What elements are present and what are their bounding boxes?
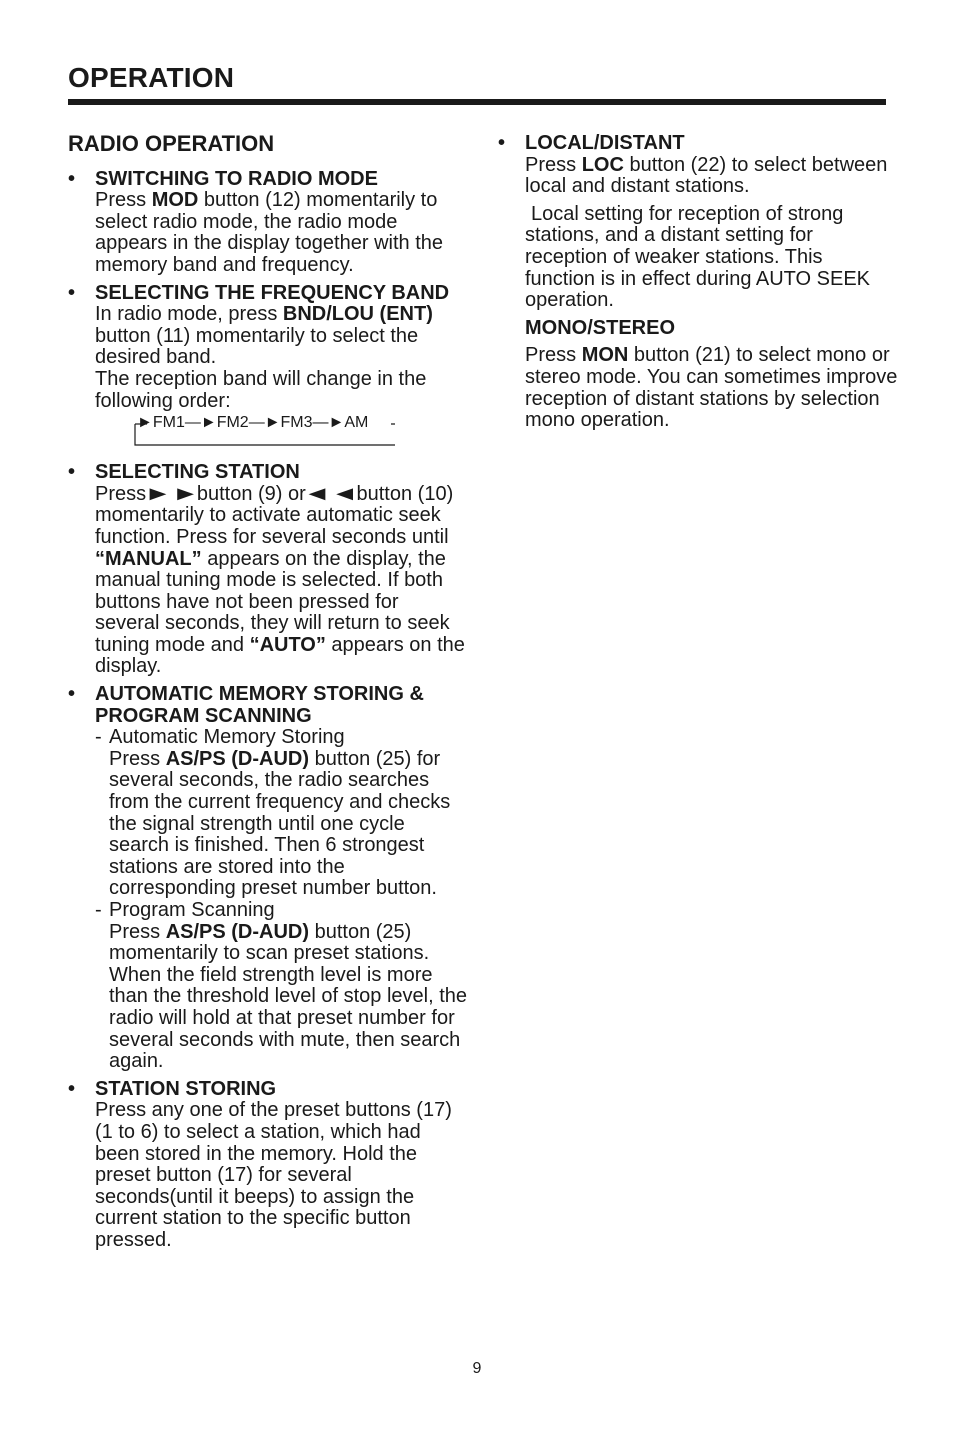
item-heading: STATION STORING (95, 1077, 277, 1100)
list-item-storing (68, 1079, 468, 1252)
section-heading: RADIO OPERATION (68, 131, 275, 156)
item-heading: AUTOMATIC MEMORY STORING & PROGRAM SCANNING (95, 683, 424, 727)
item-heading: SELECTING THE FREQUENCY BAND (95, 281, 450, 304)
band-am: AM (344, 414, 369, 432)
arrow-right-icon: —► (184, 414, 217, 432)
mono-stereo-heading: MONO/STEREO (525, 316, 676, 339)
item-text: The reception band will change in the following order: (95, 367, 427, 412)
arrow-right-icon: —► (248, 414, 281, 432)
item-text: Press MOD button (12) momentarily to select radio mode, the radio mode appears in the display together with the memory band and frequency. (95, 189, 443, 276)
item-text: Local setting for reception of strong stations, and a distant setting for reception of weaker stations. This function is in effect during AUTO SEEK operation. (525, 202, 870, 312)
arrow-right-icon: ► (137, 414, 153, 432)
item-text: In radio mode, press BND/LOU (ENT) button (11) momentarily to select the desired band. (95, 303, 433, 369)
item-text: Press ►► button (9) or ◄◄ button (10) momentarily to activate automatic seek function. Press for several seconds until “MANUAL” appears on the display, the manual tuning mode is selected. If both buttons have not been pressed for several seconds, they will return to seek tuning mode and “AUTO” appears on the display. (95, 482, 465, 678)
left-column (68, 133, 468, 1258)
rewind-icon: ◄◄ (303, 482, 359, 505)
fast-forward-icon: ►► (143, 482, 200, 505)
item-text: Press any one of the preset buttons (17) (1 to 6) to select a station, which had been stored in the memory. Hold the preset button (17) for several seconds(until it beeps) to assign the current station to the specific button pressed. (95, 1099, 452, 1251)
list-item-switching (68, 169, 468, 277)
page-title: OPERATION (68, 62, 235, 93)
bullet-icon: • (68, 281, 76, 304)
list-item-band (68, 283, 468, 457)
band-fm3: FM3 (280, 414, 313, 432)
list-item-local-distant (498, 133, 898, 312)
right-column (498, 133, 898, 438)
bullet-icon: • (68, 683, 76, 706)
dash-marker: - (95, 899, 102, 921)
bullet-icon: • (498, 132, 506, 154)
sub-item-title: Program Scanning (109, 899, 275, 921)
list-item-station (68, 462, 468, 678)
arrow-right-icon: —► (312, 414, 345, 432)
sub-item-memory-storing (95, 727, 468, 900)
bullet-icon: • (68, 461, 76, 484)
list-item-memory (68, 684, 468, 1073)
bullet-icon: • (68, 1077, 76, 1100)
sub-item-program-scanning (95, 900, 468, 1073)
band-fm2: FM2 (216, 414, 249, 432)
band-fm1: FM1 (152, 414, 185, 432)
dash-marker: - (95, 726, 102, 749)
band-order-diagram (95, 414, 395, 456)
item-heading: LOCAL/DISTANT (525, 132, 685, 154)
sub-item-title: Automatic Memory Storing (109, 726, 345, 749)
page-number: 9 (472, 1360, 482, 1377)
sub-item-text: Press AS/PS (D-AUD) button (25) momentarily to scan preset stations. When the field strength level is more than the threshold level of stop level, the radio will hold at that preset number for several seconds with mute, then search again. (109, 920, 468, 1073)
item-heading: SWITCHING TO RADIO MODE (95, 167, 378, 190)
item-text: Press LOC button (22) to select between local and distant stations. (525, 153, 888, 198)
title-rule (68, 99, 886, 105)
mono-stereo-text: Press MON button (21) to select mono or stereo mode. You can sometimes improve reception of distant stations by selection mono operation. (525, 344, 898, 432)
sub-item-text: Press AS/PS (D-AUD) button (25) for several seconds, the radio searches from the current frequency and checks the signal strength until one cycle search is finished. Then 6 strongest stations are stored into the corresponding preset number button. (109, 747, 451, 900)
bullet-icon: • (68, 167, 76, 190)
item-heading: SELECTING STATION (95, 461, 300, 484)
